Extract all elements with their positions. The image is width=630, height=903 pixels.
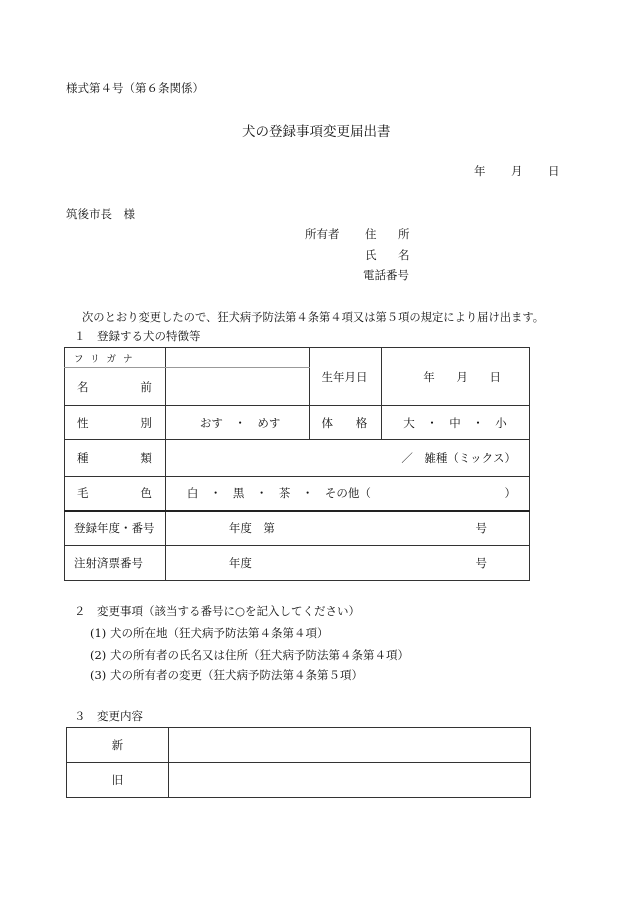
owner-address-label-2: 所 bbox=[398, 227, 410, 241]
registration-year: 年度 第 bbox=[228, 521, 275, 536]
dog-name-input[interactable] bbox=[165, 368, 310, 406]
coat-label-1: 毛 bbox=[77, 486, 89, 501]
addressee: 筑後市長 様 bbox=[66, 207, 135, 221]
change-content-table bbox=[66, 727, 531, 798]
date-day-label: 日 bbox=[548, 164, 560, 178]
section2-heading: ２ 変更事項（該当する番号に○を記入してください） bbox=[74, 604, 361, 618]
owner-address-label-1: 住 bbox=[365, 227, 377, 241]
old-content-input[interactable] bbox=[168, 763, 530, 798]
intro-text: 次のとおり変更したので、狂犬病予防法第４条第４項又は第５項の規定により届け出ます。 bbox=[82, 311, 545, 324]
date-year-label: 年 bbox=[474, 164, 486, 178]
name-label-1: 名 bbox=[77, 379, 89, 394]
owner-label: 所有者 bbox=[305, 227, 340, 241]
registration-label: 登録年度・番号 bbox=[74, 521, 155, 536]
owner-phone-label: 電話番号 bbox=[363, 268, 409, 282]
birth-date-input[interactable] bbox=[382, 348, 530, 406]
sex-label-2: 別 bbox=[140, 415, 152, 430]
birth-label: 生年月日 bbox=[321, 369, 368, 384]
sex-label-1: 性 bbox=[77, 415, 89, 430]
size-options[interactable]: 大 ・ 中 ・ 小 bbox=[382, 406, 530, 440]
birth-label-cell bbox=[310, 348, 382, 406]
section3-heading: ３ 変更内容 bbox=[74, 709, 143, 723]
registration-input[interactable] bbox=[165, 511, 529, 546]
breed-label-1: 種 bbox=[77, 451, 89, 465]
section1-heading: １ 登録する犬の特徴等 bbox=[74, 329, 201, 343]
name-label-2: 前 bbox=[140, 379, 152, 394]
size-label-2: 格 bbox=[355, 415, 368, 430]
change-item-3: (3) 犬の所有者の変更（狂犬病予防法第４条第５項） bbox=[90, 668, 363, 682]
breed-input[interactable] bbox=[165, 440, 529, 477]
sex-label-cell bbox=[65, 406, 166, 440]
old-label-cell bbox=[67, 763, 169, 798]
furigana-label-cell bbox=[65, 348, 166, 368]
coat-color-options[interactable]: 白 ・ 黒 ・ 茶 ・ その他（ ） bbox=[165, 477, 529, 511]
date-month-label: 月 bbox=[511, 164, 523, 178]
form-number: 様式第４号（第６条関係） bbox=[66, 81, 204, 95]
change-item-1: (1) 犬の所在地（狂犬病予防法第４条第４項） bbox=[90, 626, 329, 640]
furigana-input[interactable] bbox=[165, 348, 310, 368]
birth-year-unit: 年 bbox=[423, 369, 435, 384]
new-label: 新 bbox=[111, 738, 124, 752]
document-title: 犬の登録事項変更届出書 bbox=[242, 124, 391, 140]
vaccination-label-cell bbox=[65, 546, 166, 581]
change-item-2: (2) 犬の所有者の氏名又は住所（狂犬病予防法第４条第４項） bbox=[90, 648, 409, 662]
furigana-label: フリガナ bbox=[74, 353, 140, 365]
new-label-cell bbox=[67, 728, 169, 763]
vaccination-number-unit: 号 bbox=[475, 556, 487, 570]
dog-features-table bbox=[64, 347, 530, 581]
vaccination-label: 注射済票番号 bbox=[74, 556, 143, 570]
birth-day-unit: 日 bbox=[489, 369, 501, 384]
breed-label-2: 類 bbox=[140, 451, 152, 465]
breed-label-cell bbox=[65, 440, 166, 477]
vaccination-input[interactable] bbox=[165, 546, 529, 581]
name-label-cell bbox=[65, 368, 166, 406]
registration-label-cell bbox=[65, 511, 166, 546]
owner-name-label-2: 名 bbox=[398, 248, 410, 262]
owner-name-label-1: 氏 bbox=[365, 248, 377, 262]
coat-label-cell bbox=[65, 477, 166, 511]
size-label-cell bbox=[310, 406, 382, 440]
new-content-input[interactable] bbox=[168, 728, 530, 763]
sex-options[interactable]: おす ・ めす bbox=[165, 406, 310, 440]
vaccination-year: 年度 bbox=[228, 556, 252, 570]
coat-label-2: 色 bbox=[140, 486, 152, 501]
birth-month-unit: 月 bbox=[456, 369, 468, 384]
breed-mixed-option: ／ 雑種（ミックス） bbox=[401, 451, 516, 465]
registration-number-unit: 号 bbox=[475, 521, 487, 536]
size-label-1: 体 bbox=[321, 415, 333, 430]
old-label: 旧 bbox=[111, 773, 124, 787]
